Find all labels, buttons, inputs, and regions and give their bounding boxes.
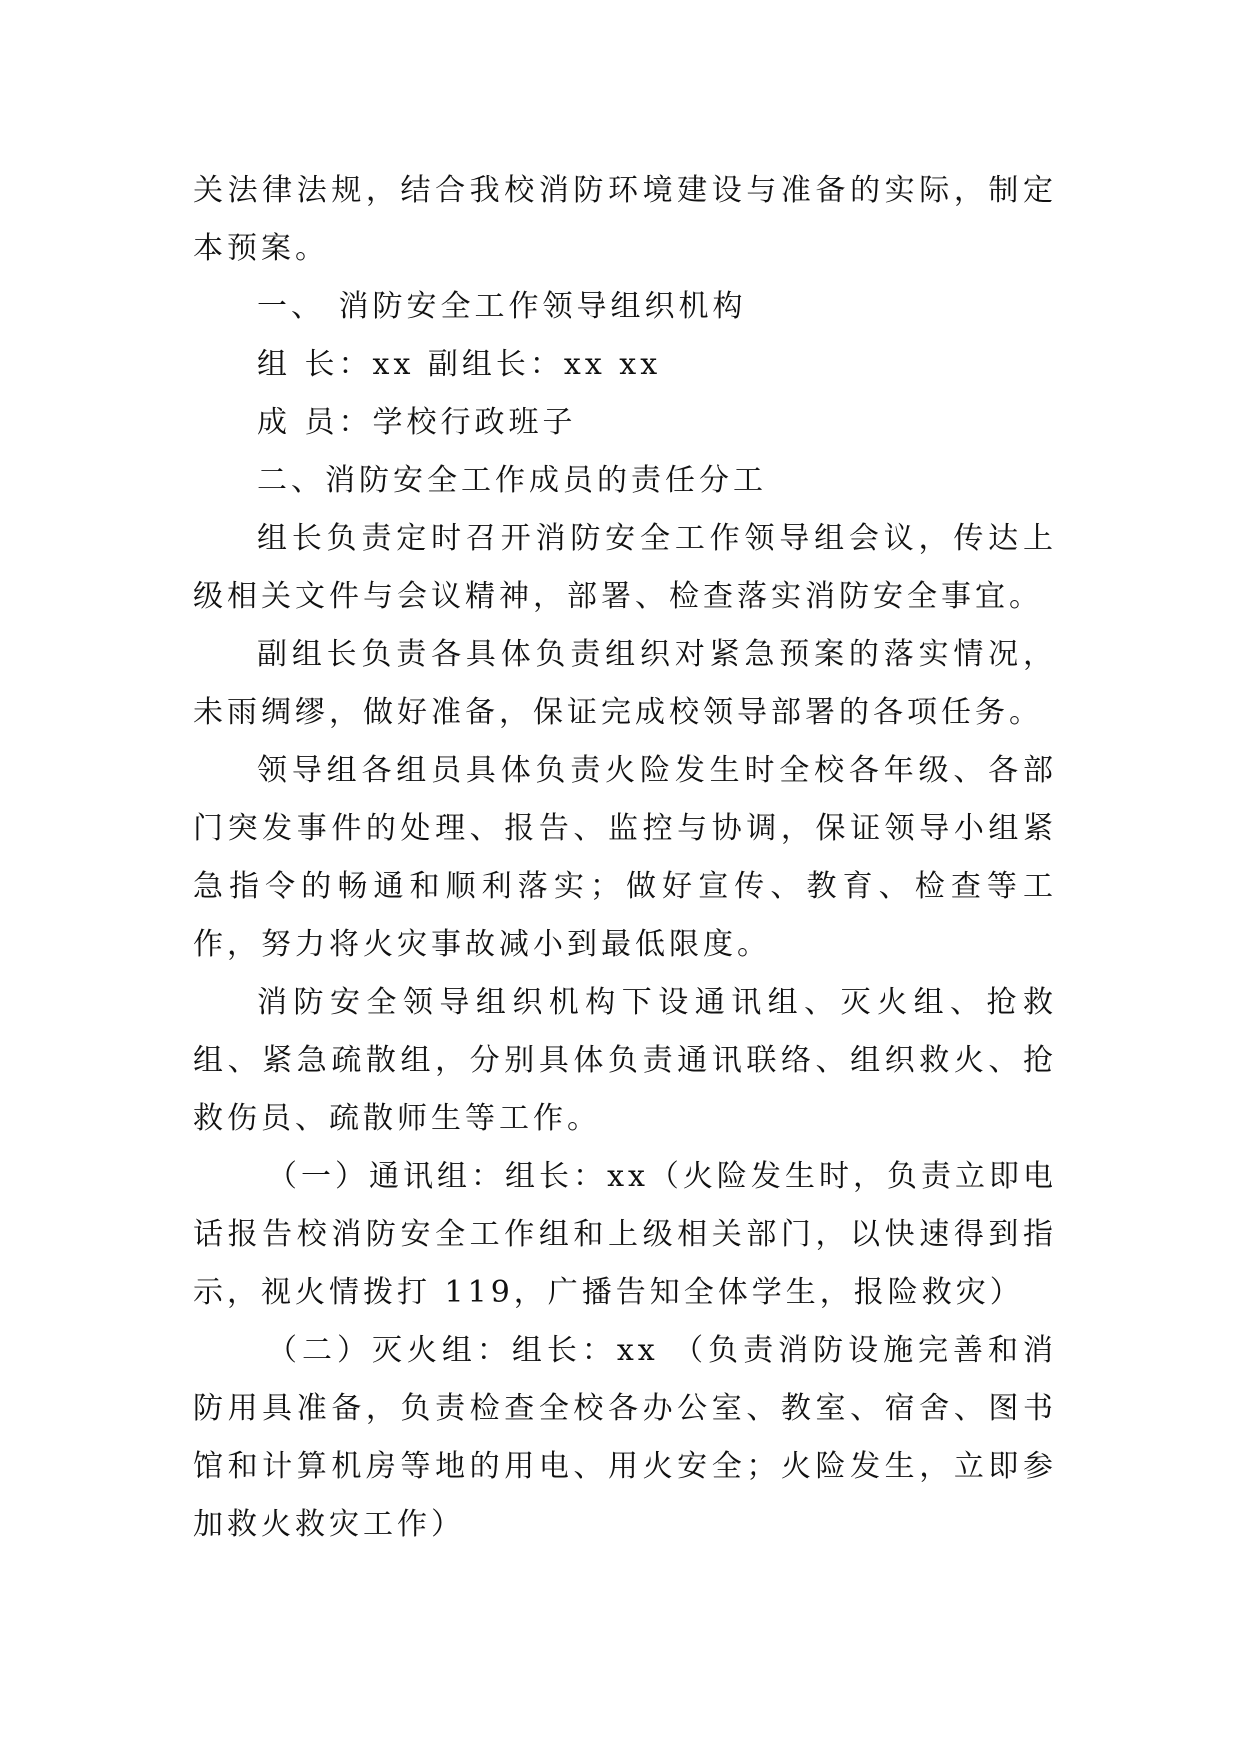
paragraph-leader-duty: 组长负责定时召开消防安全工作领导组会议，传达上级相关文件与会议精神，部署、检查落实消防安全事宜。 [193, 521, 1057, 614]
document-body [193, 162, 1057, 1554]
section-heading-2: 二、消防安全工作成员的责任分工 [257, 463, 767, 498]
leader-line: 组 长：xx 副组长：xx xx [257, 347, 662, 382]
paragraph-firefighting-group: （二）灭火组：组长：xx （负责消防设施完善和消防用具准备，负责检查全校各办公室、教室、宿舍、图书馆和计算机房等地的用电、用火安全；火险发生，立即参加救火救灾工作） [193, 1333, 1057, 1542]
paragraph-members-duty: 领导组各组员具体负责火险发生时全校各年级、各部门突发事件的处理、报告、监控与协调，保证领导小组紧急指令的畅通和顺利落实；做好宣传、教育、检查等工作，努力将火灾事故减小到最低限度。 [193, 753, 1057, 962]
members-line: 成 员：学校行政班子 [257, 405, 577, 440]
paragraph-communication-group: （一）通讯组：组长：xx（火险发生时，负责立即电话报告校消防安全工作组和上级相关部门，以快速得到指示，视火情拨打 119，广播告知全体学生，报险救灾） [193, 1159, 1057, 1310]
paragraph-deputy-duty: 副组长负责各具体负责组织对紧急预案的落实情况，未雨绸缪，做好准备，保证完成校领导部署的各项任务。 [193, 637, 1057, 730]
paragraph-subgroups: 消防安全领导组织机构下设通讯组、灭火组、抢救组、紧急疏散组，分别具体负责通讯联络、组织救火、抢救伤员、疏散师生等工作。 [193, 985, 1057, 1136]
section-heading-1: 一、 消防安全工作领导组织机构 [257, 289, 747, 324]
paragraph-continuation: 关法律法规，结合我校消防环境建设与准备的实际，制定本预案。 [193, 173, 1057, 266]
